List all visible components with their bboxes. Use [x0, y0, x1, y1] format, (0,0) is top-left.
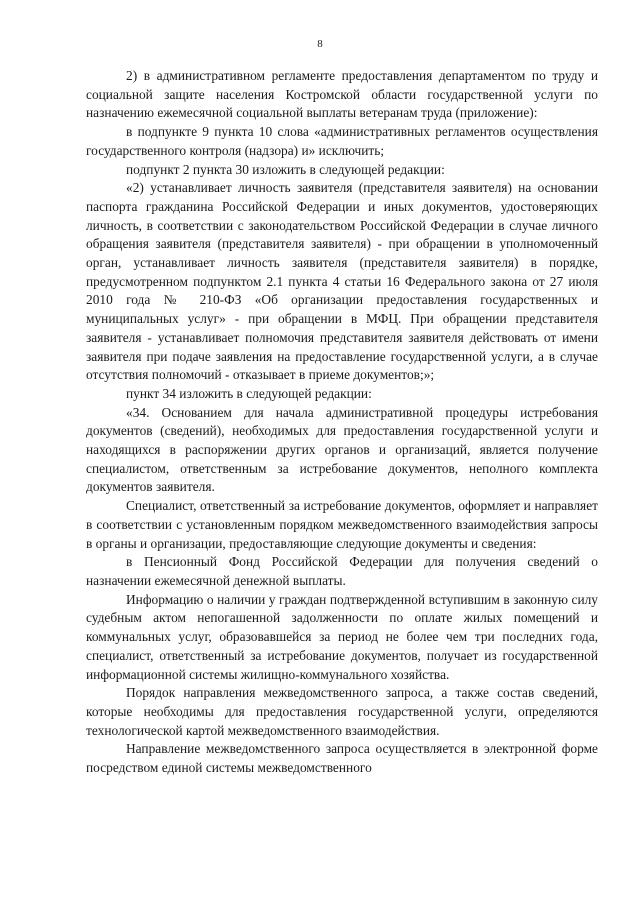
paragraph-point-34-text: «34. Основанием для начала административной процедуры истребования документов (сведений), необходимых для предоставления государственной услуги и находящихся в распоряжении других органов и организаций, является получение специалистом, ответственным за истребование документов, неполного комплекта документов заявителя.: [86, 404, 598, 495]
paragraph-subpoint-2-point-30-intro: подпункт 2 пункта 30 изложить в следующей редакции:: [126, 161, 445, 177]
paragraph-point-34-intro: пункт 34 изложить в следующей редакции:: [126, 385, 372, 401]
paragraph-specialist-requests: Специалист, ответственный за истребование документов, оформляет и направляет в соответствии с установленным порядком межведомственного взаимодействия запросы в органы и организации, предоставляющие следующие документы и сведения:: [86, 498, 598, 551]
page-number: 8: [317, 38, 323, 50]
paragraph-debt-information: Информацию о наличии у граждан подтвержденной вступившим в законную силу судебным актом непогашенной задолженности по оплате жилых помещений и коммунальных услуг, образовавшейся за период не более чем три последних года, специалист, ответственный за истребование документов, получает из государственной информационной системы жилищно-коммунального хозяйства.: [86, 591, 598, 682]
paragraph-subpoint-9-point-10: в подпункте 9 пункта 10 слова «административных регламентов осуществления государственного контроля (надзора) и» исключить;: [86, 124, 598, 158]
document-body: [86, 67, 598, 778]
paragraph-regulation-amendment: 2) в административном регламенте предоставления департаментом по труду и социальной защите населения Костромской области государственной услуги по назначению ежемесячной социальной выплаты ветеранам труда (приложение):: [86, 68, 598, 121]
paragraph-electronic-request: Направление межведомственного запроса осуществляется в электронной форме посредством единой системы межведомственного: [86, 741, 598, 776]
paragraph-request-procedure: Порядок направления межведомственного запроса, а также состав сведений, которые необходимы для предоставления государственной услуги, определяются технологической картой межведомственного взаимодействия.: [86, 685, 598, 738]
paragraph-pension-fund: в Пенсионный Фонд Российской Федерации для получения сведений о назначении ежемесячной денежной выплаты.: [86, 554, 598, 588]
paragraph-subpoint-2-point-30-text: «2) устанавливает личность заявителя (представителя заявителя) на основании паспорта гражданина Российской Федерации и иных документов, удостоверяющих личность, в соответствии с законодательством Российской Федерации в случае личного обращения заявителя (представителя заявителя) - при обращении в уполномоченный орган, устанавливает личность заявителя (представителя заявителя) в порядке, предусмотренном подпунктом 2.1 пункта 4 статьи 16 Федерального закона от 27 июля 2010 года № 210-ФЗ «Об организации предоставления государственных и муниципальных услуг» - при обращении в МФЦ. При обращении представителя заявителя - устанавливает полномочия представителя заявителя действовать от имени заявителя при подаче заявления на предоставление государственной услуги, а в случае отсутствия полномочий - отказывает в приеме документов;»;: [86, 180, 598, 383]
